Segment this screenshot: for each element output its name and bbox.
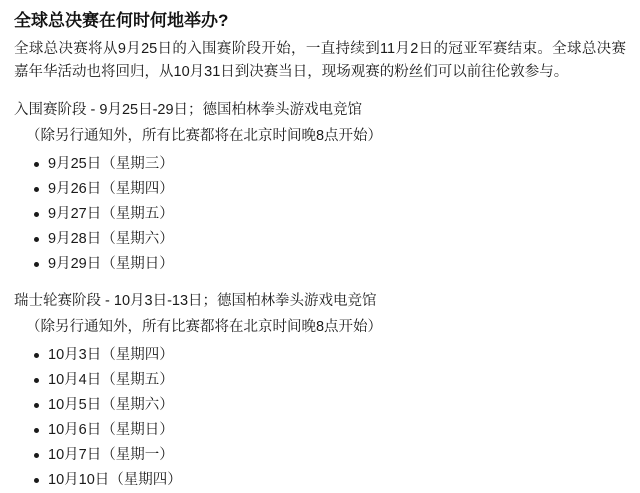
section-qualifiers xyxy=(14,98,626,277)
section-heading: 入围赛阶段 - 9月25日-29日；德国柏林拳头游戏电竞馆 xyxy=(14,102,363,118)
list-item: 9月29日（星期日） xyxy=(48,252,626,277)
section-heading: 瑞士轮赛阶段 - 10月3日-13日；德国柏林拳头游戏电竞馆 xyxy=(14,293,377,309)
list-item: 9月25日（星期三） xyxy=(48,152,626,177)
list-item: 9月27日（星期五） xyxy=(48,202,626,227)
article-intro-paragraph: 全球总决赛将从9月25日的入围赛阶段开始，一直持续到11月2日的冠亚军赛结束。全球总决赛嘉年华活动也将回归，从10月31日到决赛当日，现场观赛的粉丝们可以前往伦敦参与。 xyxy=(14,41,626,80)
list-item: 10月5日（星期六） xyxy=(48,393,626,418)
section-note: （除另行通知外，所有比赛都将在北京时间晚8点开始） xyxy=(26,128,383,144)
list-item: 9月28日（星期六） xyxy=(48,227,626,252)
date-list xyxy=(14,152,626,277)
list-item: 10月6日（星期日） xyxy=(48,418,626,443)
list-item: 10月4日（星期五） xyxy=(48,368,626,393)
list-item: 10月3日（星期四） xyxy=(48,343,626,368)
section-swiss-stage xyxy=(14,289,626,493)
list-item: 10月10日（星期四） xyxy=(48,468,626,493)
page-title: 全球总决赛在何时何地举办? xyxy=(14,11,229,30)
list-item: 10月7日（星期一） xyxy=(48,443,626,468)
list-item: 9月26日（星期四） xyxy=(48,177,626,202)
section-note: （除另行通知外，所有比赛都将在北京时间晚8点开始） xyxy=(26,319,383,335)
